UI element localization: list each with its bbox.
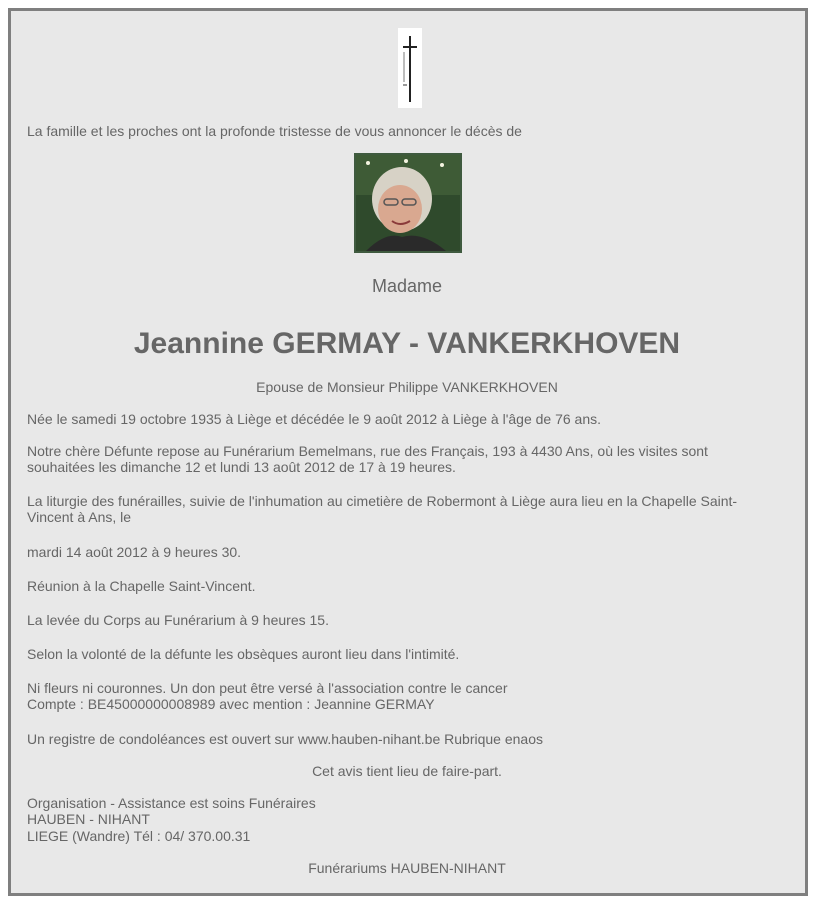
birth-death-text: Née le samedi 19 octobre 1935 à Liège et décédée le 9 août 2012 à Liège à l'âge de 76 ans. bbox=[27, 411, 601, 427]
meeting-text: Réunion à la Chapelle Saint-Vincent. bbox=[27, 578, 256, 594]
deceased-photo bbox=[354, 153, 462, 253]
cross-icon bbox=[398, 28, 422, 108]
ceremony-date: mardi 14 août 2012 à 9 heures 30. bbox=[27, 544, 242, 560]
title-madame: Madame bbox=[371, 276, 443, 296]
death-notice-panel bbox=[8, 8, 808, 896]
organisation-line2: HAUBEN - NIHANT bbox=[27, 811, 150, 827]
spouse-text: Epouse de Monsieur Philippe VANKERKHOVEN bbox=[256, 379, 558, 395]
notice-text: Cet avis tient lieu de faire-part. bbox=[312, 763, 502, 779]
footer-text: Funérariums HAUBEN-NIHANT bbox=[308, 860, 506, 876]
registry-text: Un registre de condoléances est ouvert sur www.hauben-nihant.be Rubrique enaos bbox=[27, 731, 543, 747]
rest-text-line2: souhaitées les dimanche 12 et lundi 13 août 2012 de 17 à 19 heures. bbox=[27, 459, 456, 475]
organisation-line3: LIEGE (Wandre) Tél : 04/ 370.00.31 bbox=[27, 828, 251, 844]
wish-text: Selon la volonté de la défunte les obsèques auront lieu dans l'intimité. bbox=[27, 646, 460, 662]
levee-text: La levée du Corps au Funérarium à 9 heures 15. bbox=[27, 612, 329, 628]
flowers-text-line2: Compte : BE45000000008989 avec mention : Jeannine GERMAY bbox=[27, 696, 435, 712]
rest-text-line1: Notre chère Défunte repose au Funérarium Bemelmans, rue des Français, 193 à 4430 Ans, où les visites sont bbox=[27, 443, 708, 459]
liturgy-text-line2: Vincent à Ans, le bbox=[27, 509, 132, 525]
liturgy-text-line1: La liturgie des funérailles, suivie de l'inhumation au cimetière de Robermont à Liège aura lieu en la Chapelle Saint- bbox=[27, 493, 738, 509]
intro-text: La famille et les proches ont la profonde tristesse de vous annoncer le décès de bbox=[27, 123, 522, 139]
deceased-name: Jeannine GERMAY - VANKERKHOVEN bbox=[133, 327, 681, 360]
organisation-line1: Organisation - Assistance est soins Funéraires bbox=[27, 795, 316, 811]
flowers-text-line1: Ni fleurs ni couronnes. Un don peut être versé à l'association contre le cancer bbox=[27, 680, 508, 696]
